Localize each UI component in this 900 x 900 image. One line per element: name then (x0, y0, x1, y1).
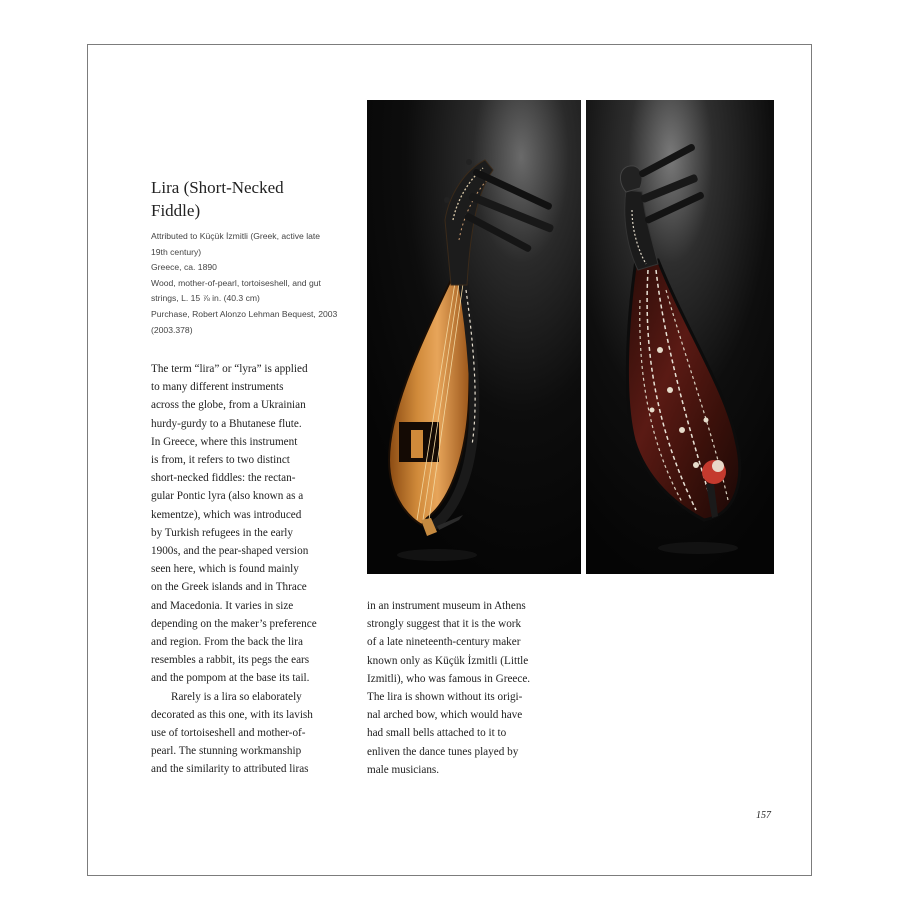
body-line: to many different instruments (151, 381, 284, 394)
body-line: gular Pontic lyra (also known as a (151, 490, 304, 503)
body-line: known only as Küçük İzmitli (Little (367, 654, 529, 667)
lira-back-photo (586, 100, 774, 574)
body-line: Izmitli), who was famous in Greece. (367, 672, 531, 685)
lira-front-photo (367, 100, 581, 574)
body-line: nal arched bow, which would have (367, 709, 523, 722)
body-line: kementze), which was introduced (151, 508, 302, 521)
caption-line: Attributed to Küçük İzmitli (Greek, active late (151, 231, 321, 241)
body-line: In Greece, where this instrument (151, 435, 298, 448)
object-caption (151, 229, 356, 338)
caption-line: Wood, mother-of-pearl, tortoiseshell, and gut (151, 277, 321, 288)
page-title (151, 176, 351, 222)
body-line: The lira is shown without its origi- (367, 691, 523, 704)
body-column-2 (367, 597, 577, 779)
caption-line: strings, L. 15 ⅞ in. (40.3 cm) (151, 293, 260, 304)
body-line: seen here, which is found mainly (151, 563, 299, 576)
body-line: hurdy-gurdy to a Bhutanese flute. (151, 417, 302, 430)
body-line: enliven the dance tunes played by (367, 745, 519, 758)
body-line: by Turkish refugees in the early (151, 526, 293, 539)
caption-line: (2003.378) (151, 324, 193, 335)
caption-line: Purchase, Robert Alonzo Lehman Bequest, 2003 (151, 308, 338, 319)
body-line: and the pompom at the base its tail. (151, 672, 310, 685)
body-line: 1900s, and the pear-shaped version (151, 545, 309, 558)
body-line: and Macedonia. It varies in size (151, 599, 294, 612)
body-line: Rarely is a lira so elaborately (171, 690, 302, 703)
caption-line: Greece, ca. 1890 (151, 262, 217, 273)
page-number: 157 (756, 810, 771, 821)
body-line: depending on the maker’s preference (151, 617, 317, 630)
body-line: The term “lira” or “lyra” is applied (151, 363, 308, 375)
body-line: pearl. The stunning workmanship (151, 745, 302, 758)
body-line: and region. From the back the lira (151, 636, 303, 649)
body-line: had small bells attached to it to (367, 727, 507, 740)
body-line: is from, it refers to two distinct (151, 454, 290, 467)
body-line: across the globe, from a Ukrainian (151, 399, 306, 412)
body-line: use of tortoiseshell and mother-of- (151, 727, 306, 740)
body-line: in an instrument museum in Athens (367, 600, 526, 612)
title-line-2: Fiddle) (151, 201, 201, 220)
title-line-1: Lira (Short-Necked (151, 178, 284, 197)
body-line: of a late nineteenth-century maker (367, 636, 521, 649)
body-line: and the similarity to attributed liras (151, 763, 309, 776)
body-line: on the Greek islands and in Thrace (151, 581, 307, 594)
body-line: decorated as this one, with its lavish (151, 708, 313, 721)
body-line: short-necked fiddles: the rectan- (151, 472, 296, 485)
body-column-1 (151, 360, 357, 779)
body-line: resembles a rabbit, its pegs the ears (151, 654, 310, 667)
body-line: strongly suggest that it is the work (367, 618, 522, 631)
body-line: male musicians. (367, 763, 440, 776)
caption-line: 19th century) (151, 246, 202, 257)
